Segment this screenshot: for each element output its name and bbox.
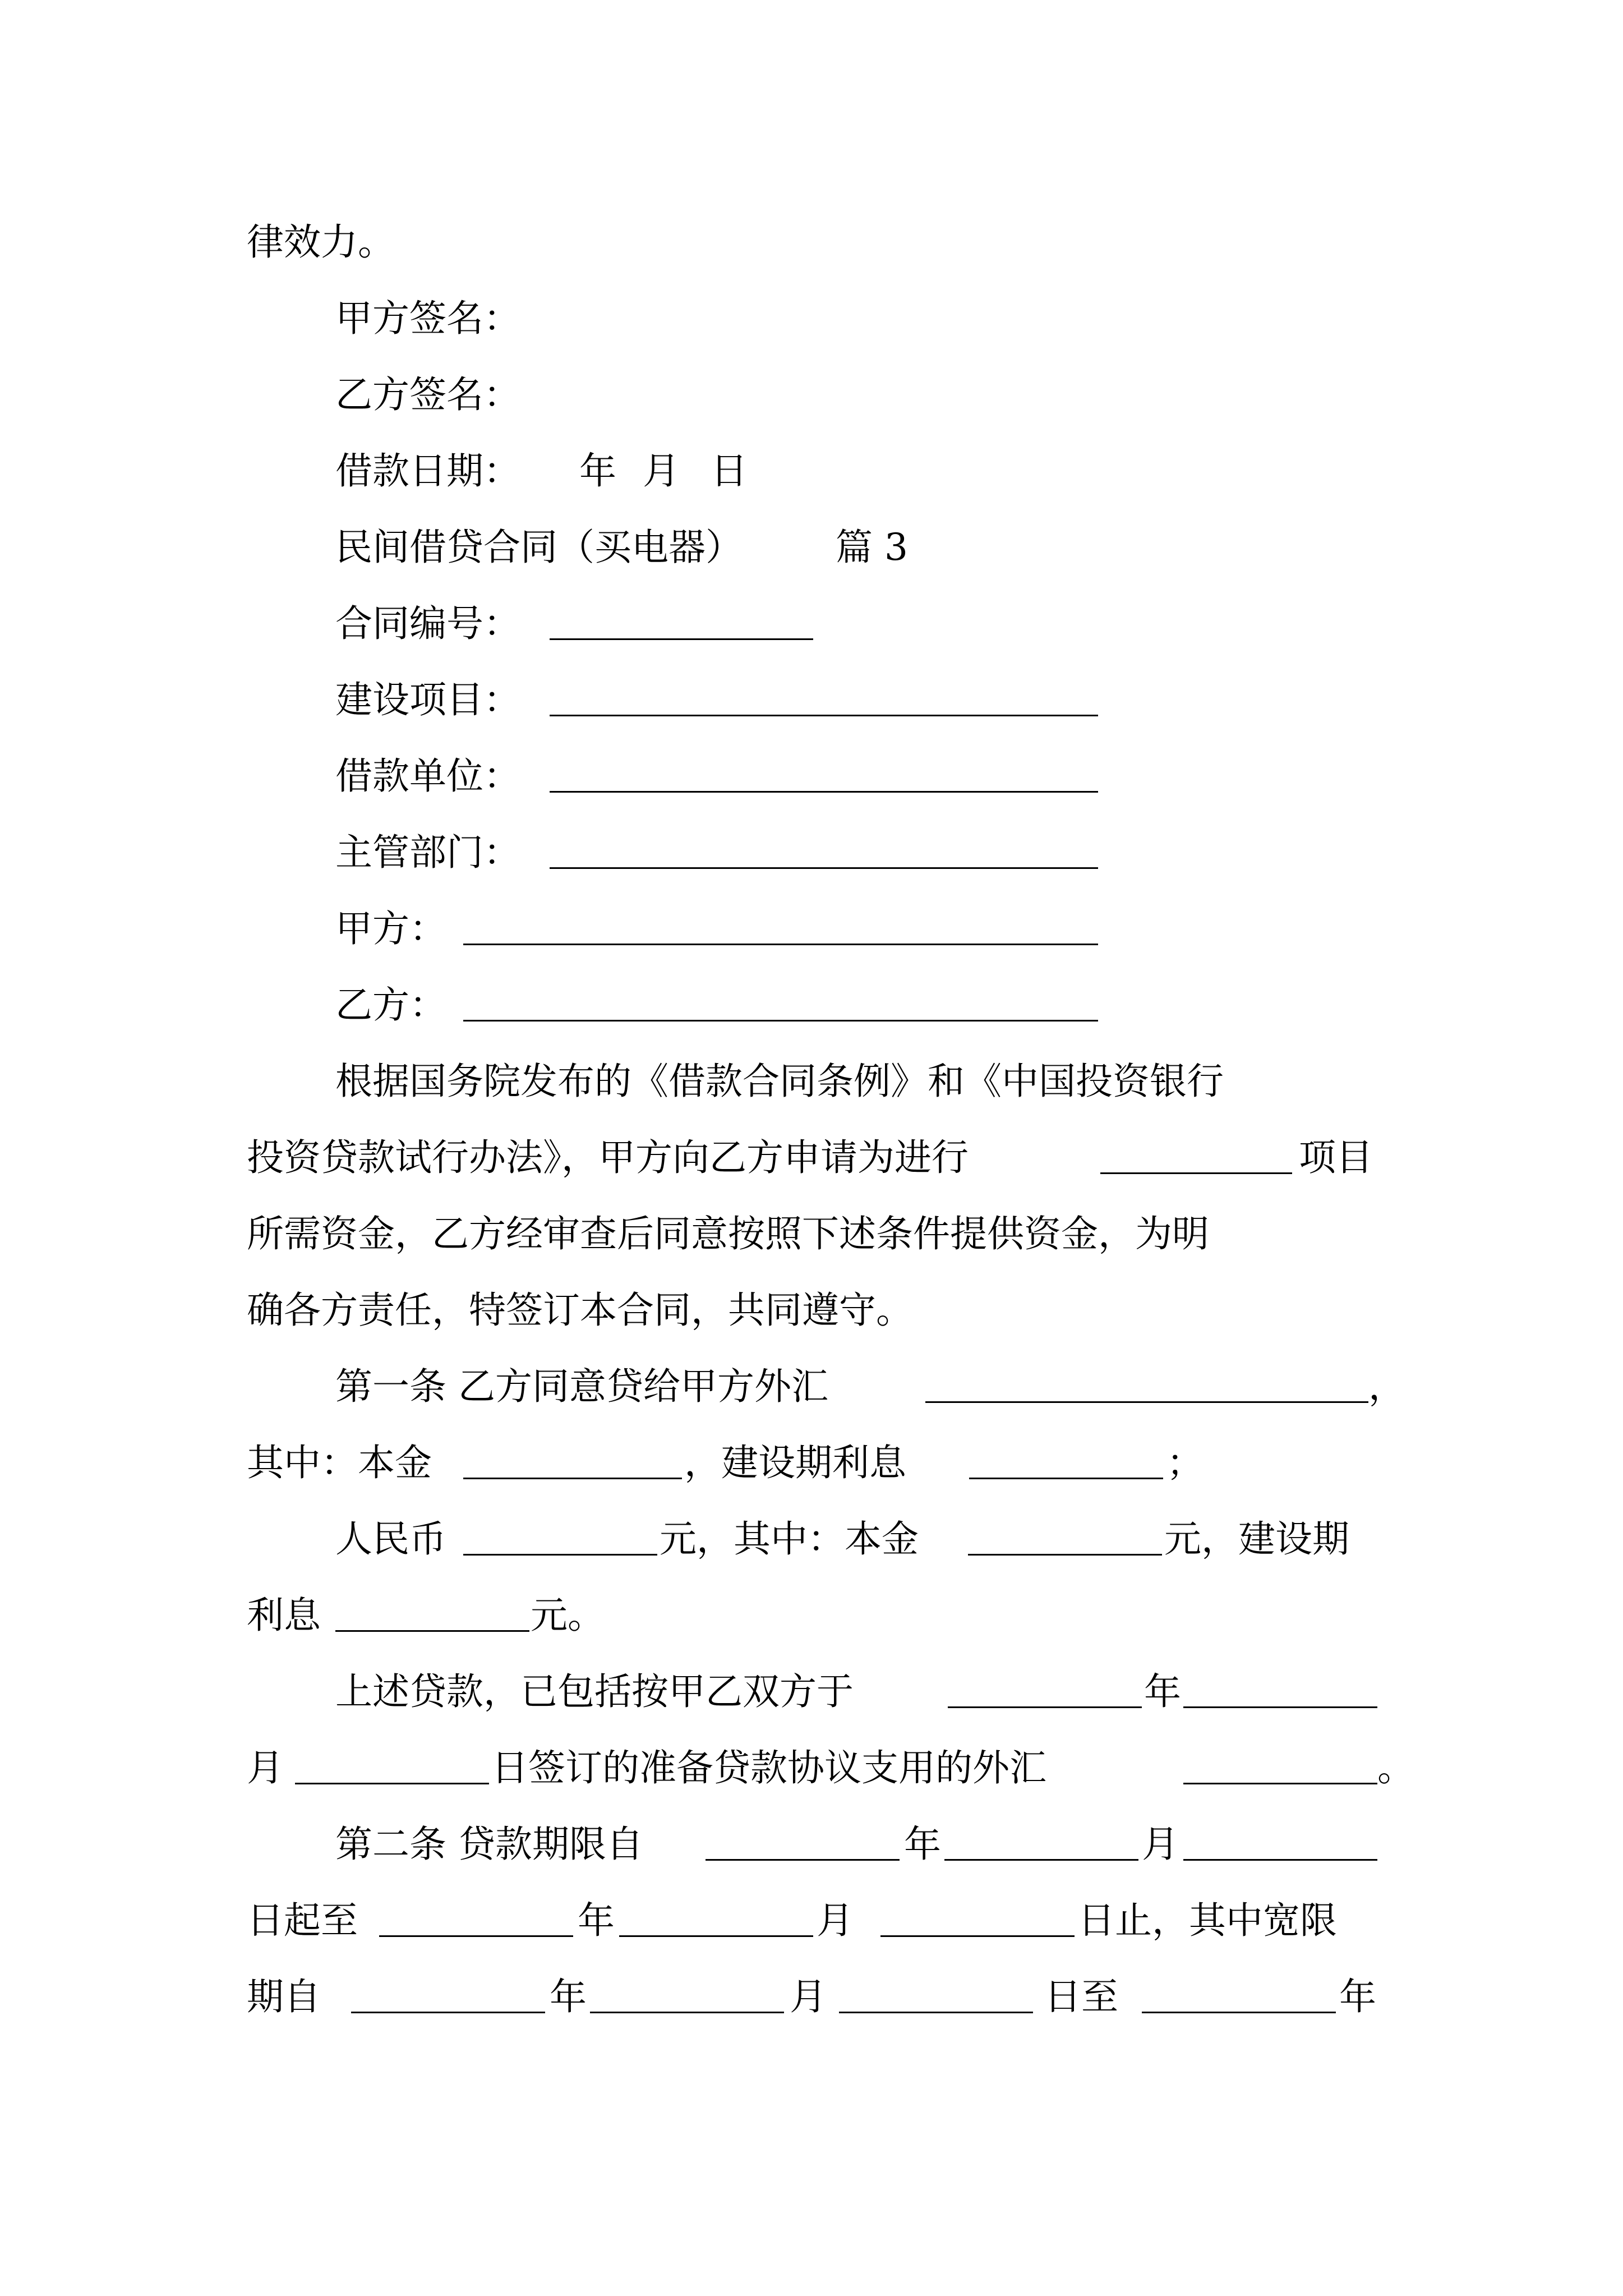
paragraph-line xyxy=(0,1272,1623,1349)
blank-fill-line xyxy=(925,1401,1368,1403)
text-segment: 借款日期： xyxy=(335,449,520,493)
paragraph-line xyxy=(0,1806,1623,1883)
text-segment: ； xyxy=(1166,1441,1204,1484)
text-segment: 第二条 贷款期限自 xyxy=(335,1823,643,1866)
blank-fill-line xyxy=(335,1630,529,1632)
text-segment: 日起至 xyxy=(247,1899,358,1942)
text-segment: 建设项目： xyxy=(335,678,520,721)
text-segment: 年 xyxy=(1144,1670,1181,1713)
text-segment: 年 xyxy=(1339,1975,1376,2018)
signature-line-party-b xyxy=(0,357,1623,433)
blank-fill-line xyxy=(619,1935,813,1937)
blank-fill-line xyxy=(550,791,1098,793)
blank-fill-line xyxy=(1142,2012,1336,2013)
text-segment: 年 xyxy=(579,449,616,493)
blank-fill-line xyxy=(1100,1172,1292,1174)
paragraph-line xyxy=(0,1577,1623,1654)
blank-fill-line xyxy=(969,1478,1163,1479)
signature-line-party-a xyxy=(0,280,1623,357)
blank-fill-line xyxy=(1183,1783,1377,1784)
text-segment: 甲方： xyxy=(335,907,446,950)
text-segment: 人民币 xyxy=(335,1517,446,1561)
blank-fill-line xyxy=(379,1935,573,1937)
text-segment: 日签订的准备贷款协议支用的外汇 xyxy=(491,1746,1046,1789)
blank-fill-line xyxy=(463,1020,1098,1022)
text-segment: 日至 xyxy=(1044,1975,1118,2018)
text-segment: 项目 xyxy=(1299,1136,1373,1179)
text-segment: 借款单位： xyxy=(335,754,520,798)
text-segment: 所需资金，乙方经审查后同意按照下述条件提供资金，为明 xyxy=(247,1212,1209,1255)
text-segment: 根据国务院发布的《借款合同条例》和《中国投资银行 xyxy=(335,1060,1224,1103)
text-segment: 元，其中：本金 xyxy=(660,1517,919,1561)
blank-fill-line xyxy=(880,1935,1075,1937)
text-segment: 。 xyxy=(1377,1746,1414,1789)
paragraph-line xyxy=(0,1959,1623,2035)
text-segment: 投资贷款试行办法》，甲方向乙方申请为进行 xyxy=(247,1136,969,1179)
blank-fill-line xyxy=(839,2012,1033,2013)
text-segment: 律效力。 xyxy=(247,220,395,264)
blank-fill-line xyxy=(463,1478,682,1479)
paragraph-line xyxy=(0,1196,1623,1272)
text-segment: 利息 xyxy=(247,1594,321,1637)
text-segment: 元。 xyxy=(531,1594,605,1637)
paragraph-line xyxy=(0,1501,1623,1577)
form-field-line xyxy=(0,891,1623,967)
blank-fill-line xyxy=(550,715,1098,716)
text-segment: 篇 3 xyxy=(836,526,908,569)
text-segment: 乙方签名： xyxy=(335,373,520,416)
text-segment: 第一条 乙方同意贷给甲方外汇 xyxy=(335,1365,828,1408)
text-segment: 月 xyxy=(247,1746,284,1789)
text-segment: 其中：本金 xyxy=(247,1441,432,1484)
text-line xyxy=(0,204,1623,280)
text-segment: 年 xyxy=(550,1975,587,2018)
blank-fill-line xyxy=(463,944,1098,945)
text-segment: ，建设期利息 xyxy=(684,1441,906,1484)
blank-fill-line xyxy=(351,2012,545,2013)
text-segment: 年 xyxy=(904,1823,941,1866)
paragraph-line xyxy=(0,1043,1623,1120)
paragraph-line xyxy=(0,1730,1623,1806)
blank-fill-line xyxy=(295,1783,489,1784)
text-segment: 月 xyxy=(643,449,680,493)
text-segment: 民间借贷合同（买电器） xyxy=(335,526,743,569)
form-field-line xyxy=(0,738,1623,815)
text-segment: 月 xyxy=(817,1899,854,1942)
text-segment: ， xyxy=(1368,1365,1405,1408)
blank-fill-line xyxy=(1183,1706,1377,1708)
blank-fill-line xyxy=(550,867,1098,869)
text-segment: 月 xyxy=(790,1975,827,2018)
blank-fill-line xyxy=(463,1554,657,1556)
text-segment: 日 xyxy=(711,449,748,493)
blank-fill-line xyxy=(968,1554,1162,1556)
blank-fill-line xyxy=(944,1859,1138,1861)
blank-fill-line xyxy=(948,1706,1142,1708)
paragraph-line xyxy=(0,1654,1623,1730)
text-segment: 确各方责任，特签订本合同，共同遵守。 xyxy=(247,1289,913,1332)
paragraph-line xyxy=(0,1349,1623,1425)
text-segment: 主管部门： xyxy=(335,831,520,874)
loan-date-line xyxy=(0,433,1623,509)
paragraph-line xyxy=(0,1425,1623,1501)
text-segment: 期自 xyxy=(247,1975,321,2018)
text-segment: 元，建设期 xyxy=(1164,1517,1349,1561)
blank-fill-line xyxy=(1183,1859,1377,1861)
text-segment: 合同编号： xyxy=(335,602,520,645)
text-segment: 日止，其中宽限 xyxy=(1078,1899,1337,1942)
form-field-line xyxy=(0,967,1623,1043)
section-heading xyxy=(0,509,1623,586)
paragraph-line xyxy=(0,1883,1623,1959)
text-segment: 上述贷款，已包括按甲乙双方于 xyxy=(335,1670,854,1713)
text-segment: 乙方： xyxy=(335,983,446,1027)
blank-fill-line xyxy=(590,2012,784,2013)
text-segment: 月 xyxy=(1142,1823,1179,1866)
form-field-line xyxy=(0,662,1623,738)
blank-fill-line xyxy=(706,1859,900,1861)
form-field-line xyxy=(0,815,1623,891)
blank-fill-line xyxy=(550,638,813,640)
text-segment: 年 xyxy=(578,1899,615,1942)
form-field-line xyxy=(0,586,1623,662)
text-segment: 甲方签名： xyxy=(335,297,520,340)
paragraph-line xyxy=(0,1120,1623,1196)
